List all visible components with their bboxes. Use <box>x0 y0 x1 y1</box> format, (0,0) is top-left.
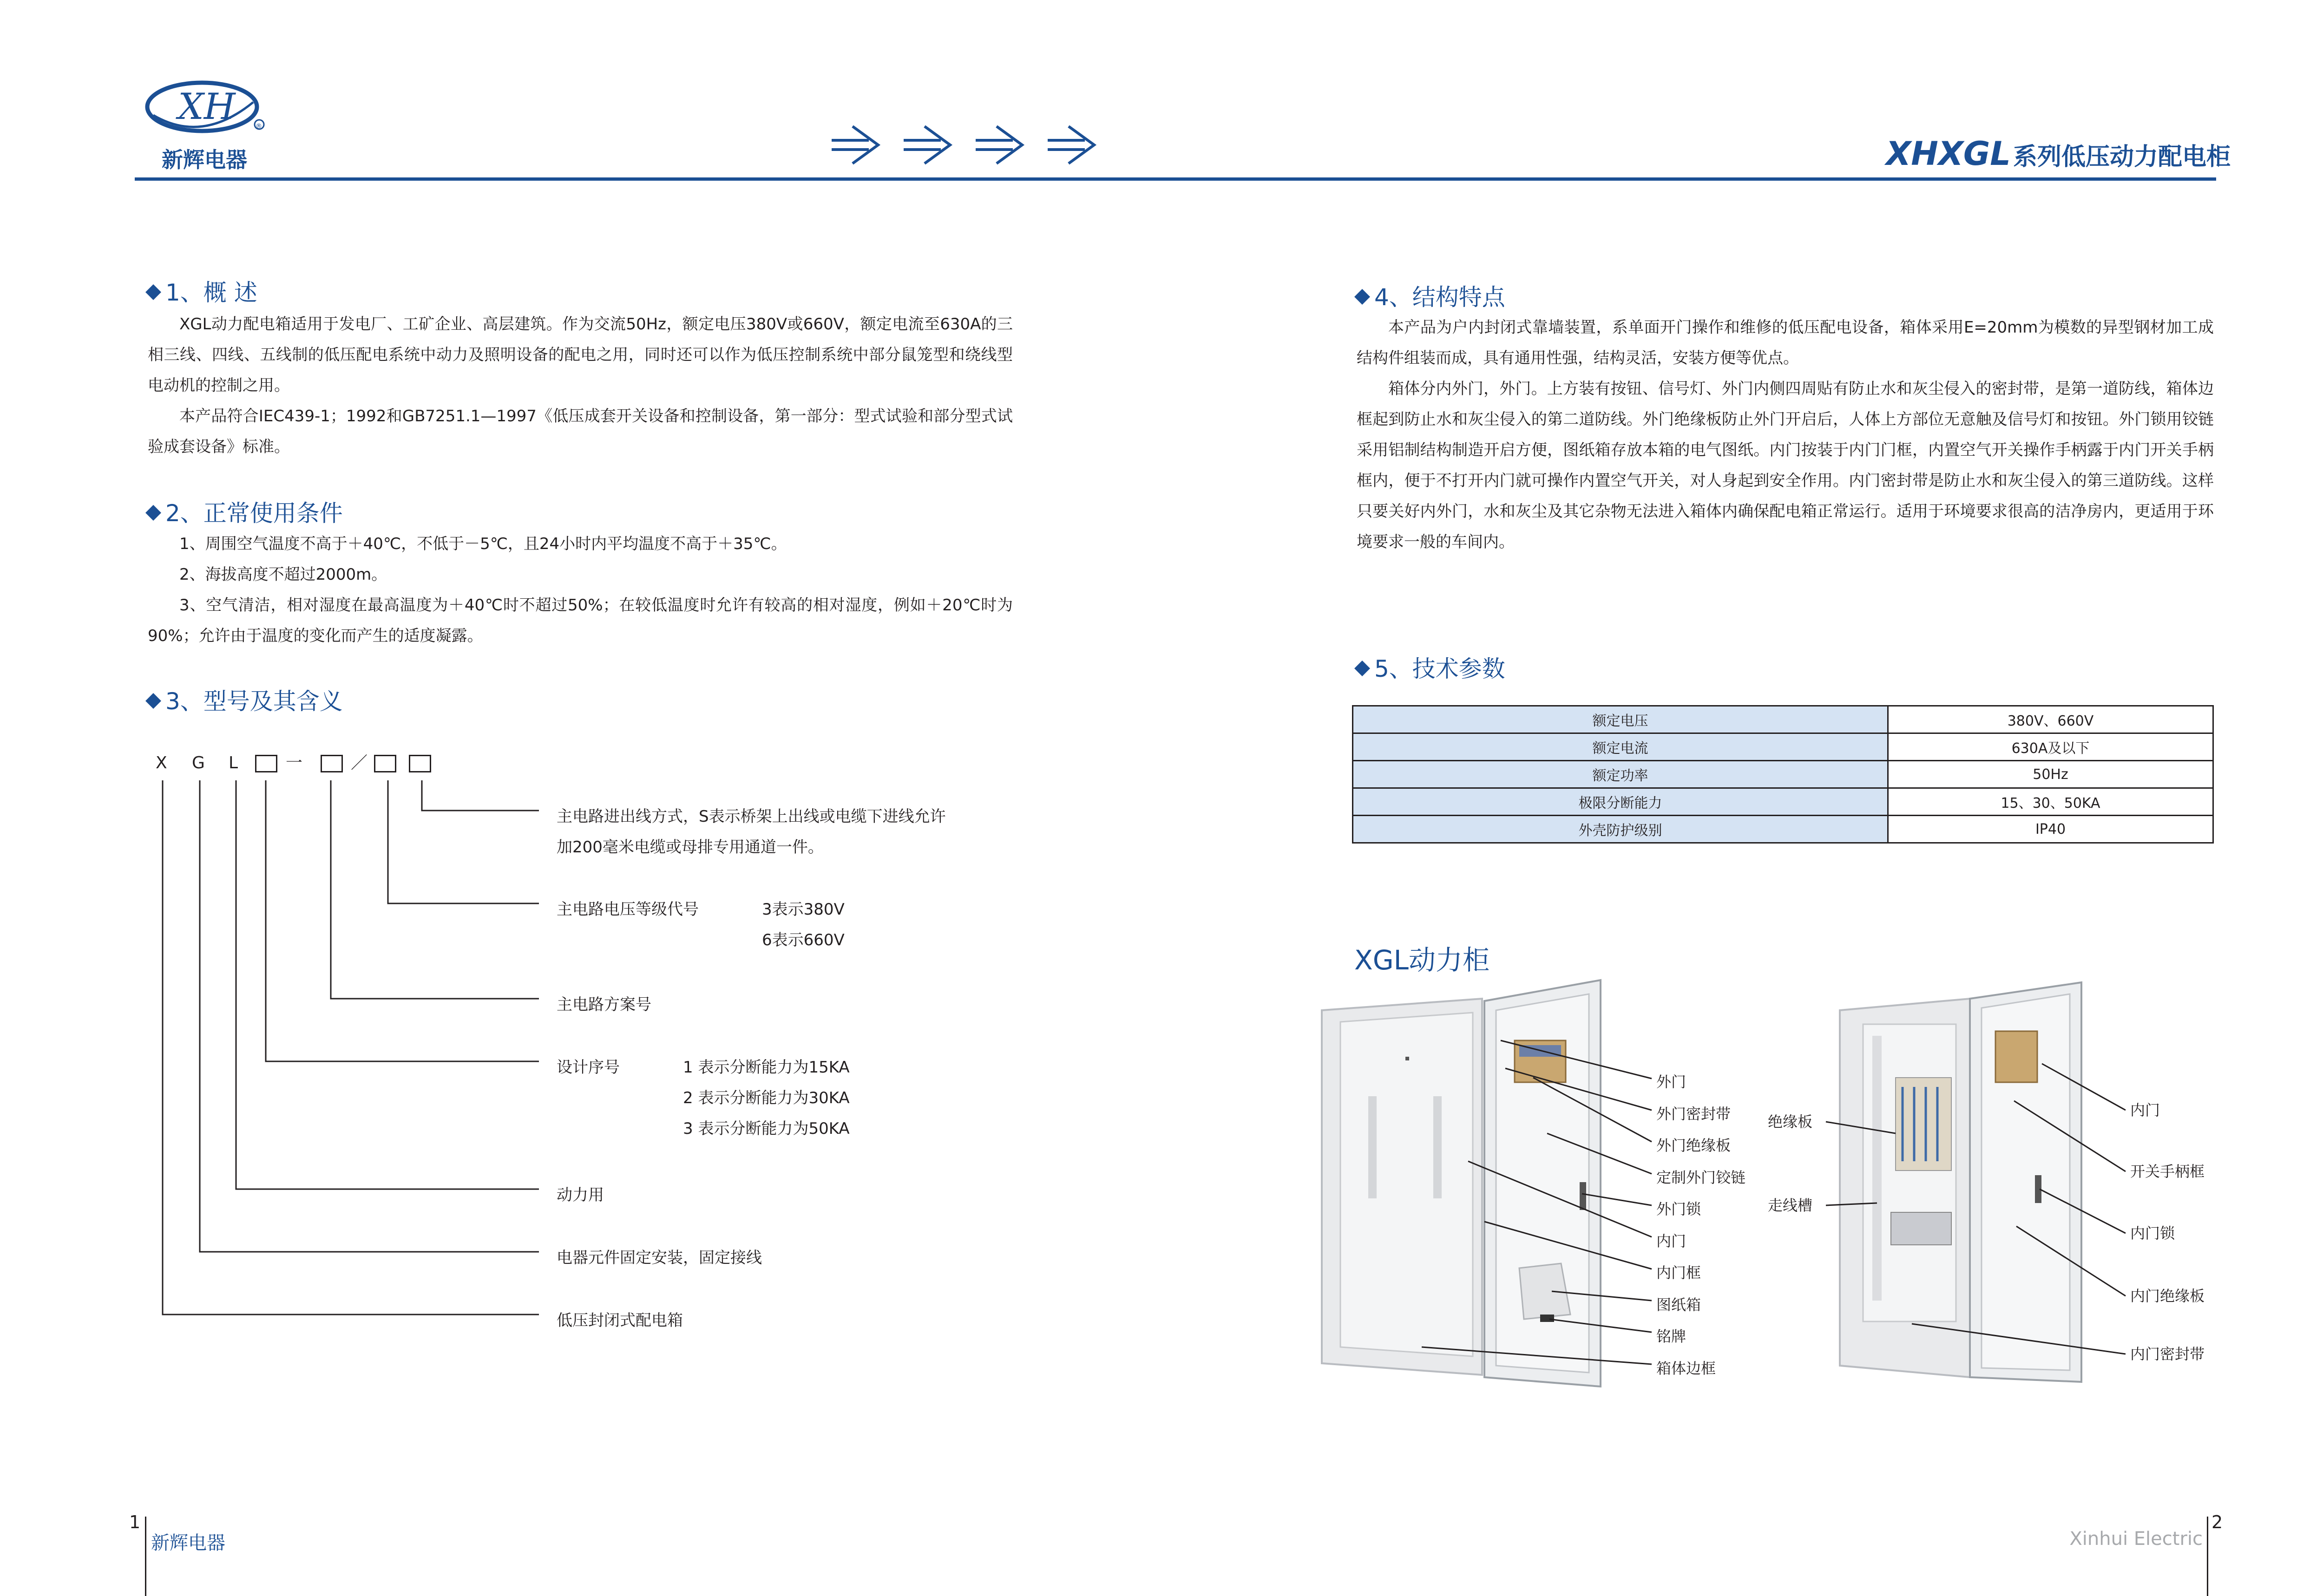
cabinet-2 <box>1840 982 2081 1382</box>
table-cell-key: 额定电流 <box>1353 733 1888 761</box>
code-meaning-value: 2 表示分断能力为30KA <box>683 1089 850 1107</box>
table-cell-value: 380V、660V <box>1888 706 2213 733</box>
callout-label: 内门密封带 <box>2130 1345 2205 1363</box>
section-2-paragraph: 1、周围空气温度不高于＋40℃，不低于－5℃，且24小时内平均温度不高于＋35℃。 <box>179 535 787 553</box>
table-cell-value: 50Hz <box>1888 761 2213 788</box>
code-meaning-label: 设计序号 <box>557 1058 620 1077</box>
table-cell-value: IP40 <box>1888 816 2213 843</box>
logo-letters: XH <box>178 86 236 128</box>
callout-label: 开关手柄框 <box>2130 1163 2205 1180</box>
table-cell-key: 外壳防护级别 <box>1353 816 1888 843</box>
table-cell-key: 额定功率 <box>1353 761 1888 788</box>
callout-label: 内门 <box>2130 1101 2160 1119</box>
section-5-title: 5、技术参数 <box>1357 650 1505 684</box>
callout-label: 外门绝缘板 <box>1656 1137 1731 1154</box>
table-cell-key: 额定电压 <box>1353 706 1888 733</box>
cabinet-1-callouts <box>1656 1066 1746 1384</box>
section-4-title: 4、结构特点 <box>1357 279 1505 312</box>
table-cell-key: 极限分断能力 <box>1353 788 1888 816</box>
code-meaning-label: 主电路方案号 <box>557 995 651 1014</box>
callout-label: 图纸箱 <box>1656 1295 1701 1314</box>
code-meaning-value: 1 表示分断能力为15KA <box>683 1058 850 1077</box>
code-meaning-value: 3 表示分断能力为50KA <box>683 1119 850 1138</box>
svg-text:®: ® <box>256 123 262 130</box>
callout-label: 内门锁 <box>2130 1224 2175 1242</box>
section-2-title: 2、正常使用条件 <box>148 495 343 528</box>
callout-label: 外门锁 <box>1656 1200 1701 1218</box>
callout-label: 内门 <box>1656 1232 1686 1250</box>
callout-label: 外门密封带 <box>1656 1105 1731 1123</box>
page-number-right: 2 <box>2211 1512 2223 1532</box>
callout-label: 绝缘板 <box>1768 1113 1813 1131</box>
code-meaning-label: 主电路电压等级代号 <box>557 900 699 919</box>
section-2-paragraph: 3、空气清洁，相对湿度在最高温度为＋40℃时不超过50%；在较低温度时允许有较高的相对湿度，例如＋20℃时为90%；允许由于温度的变化而产生的适度凝露。 <box>148 596 1013 645</box>
code-dash: 一 <box>286 753 303 772</box>
section-3-title: 3、型号及其含义 <box>148 683 343 716</box>
series-name: 系列低压动力配电柜 <box>2013 143 2231 171</box>
section-1-title: 1、概 述 <box>148 274 257 307</box>
section-2-paragraph: 2、海拔高度不超过2000m。 <box>179 565 387 584</box>
code-l: L <box>229 753 238 772</box>
code-meaning-label: 低压封闭式配电箱 <box>557 1311 683 1330</box>
code-g: G <box>192 753 205 772</box>
photo-title: XGL动力柜 <box>1354 944 1490 976</box>
callout-label: 铭牌 <box>1656 1328 1686 1345</box>
footer-company-cn: 新辉电器 <box>151 1532 225 1554</box>
cabinet-1 <box>1322 980 1601 1387</box>
callout-label: 定制外门铰链 <box>1656 1168 1746 1186</box>
section-4-paragraph: 箱体分内外门，外门。上方装有按钮、信号灯、外门内侧四周贴有防止水和灰尘侵入的密封带，是第一道防线，箱体边框起到防止水和灰尘侵入的第二道防线。外门绝缘板防止外门开启后，人体上方部位无意触及信号灯和按钮。外门锁用铰链采用铝制结构制造开启方便，图纸箱存放本箱的电气图纸。内门按装于内门门框，内置空气开关操作手柄露于内门开关手柄框内，便于不打开内门就可操作内置空气开关，对人身起到安全作用。内门密封带是防止水和灰尘侵入的第三道防线。这样只要关好内外门，水和灰尘及其它杂物无法进入箱体内确保配电箱正常运行。适用于环境要求很高的洁净房内，更适用于环境要求一般的车间内。 <box>1357 379 2214 551</box>
section-1-paragraph: XGL动力配电箱适用于发电厂、工矿企业、高层建筑。作为交流50Hz，额定电压380V或660V，额定电流至630A的三相三线、四线、五线制的低压配电系统中动力及照明设备的配电之用，同时还可以作为低压控制系统中部分鼠笼型和绕线型电动机的控制之用。 <box>148 315 1013 395</box>
logo-company-name: 新辉电器 <box>162 147 247 172</box>
callout-label: 外门 <box>1656 1073 1686 1091</box>
page-number-left: 1 <box>129 1512 141 1532</box>
code-meaning-label: 电器元件固定安装，固定接线 <box>557 1249 762 1267</box>
callout-label: 内门框 <box>1656 1264 1701 1282</box>
footer-rule-right <box>2207 1517 2208 1596</box>
callout-label: 走线槽 <box>1768 1197 1813 1214</box>
section-4-paragraph: 本产品为户内封闭式靠墙装置，系单面开门操作和维修的低压配电设备，箱体采用E=20mm为模数的异型钢材加工成结构件组装而成，具有通用性强，结构灵活，安装方便等优点。 <box>1357 318 2214 367</box>
code-meaning-label: 动力用 <box>557 1186 604 1204</box>
footer-company-en: Xinhui Electric <box>2069 1528 2203 1550</box>
section-1-paragraph: 本产品符合IEC439-1；1992和GB7251.1—1997《低压成套开关设备和控制设备，第一部分：型式试验和部分型式试验成套设备》标准。 <box>148 407 1013 456</box>
callout-label: 箱体边框 <box>1656 1359 1716 1377</box>
footer-rule-left <box>145 1517 146 1596</box>
series-code: XHXGL <box>1886 135 2011 173</box>
code-slash: ／ <box>351 753 368 772</box>
table-cell-value: 15、30、50KA <box>1888 788 2213 816</box>
callout-label: 内门绝缘板 <box>2130 1287 2205 1305</box>
code-meaning-label: 主电路进出线方式，S表示桥架上出线或电缆下进线允许 <box>557 807 946 826</box>
code-meaning-value: 6表示660V <box>762 931 845 949</box>
code-x: X <box>156 753 167 772</box>
table-cell-value: 630A及以下 <box>1888 733 2213 761</box>
code-meaning-label: 加200毫米电缆或母排专用通道一件。 <box>557 838 824 857</box>
code-meaning-value: 3表示380V <box>762 900 845 919</box>
